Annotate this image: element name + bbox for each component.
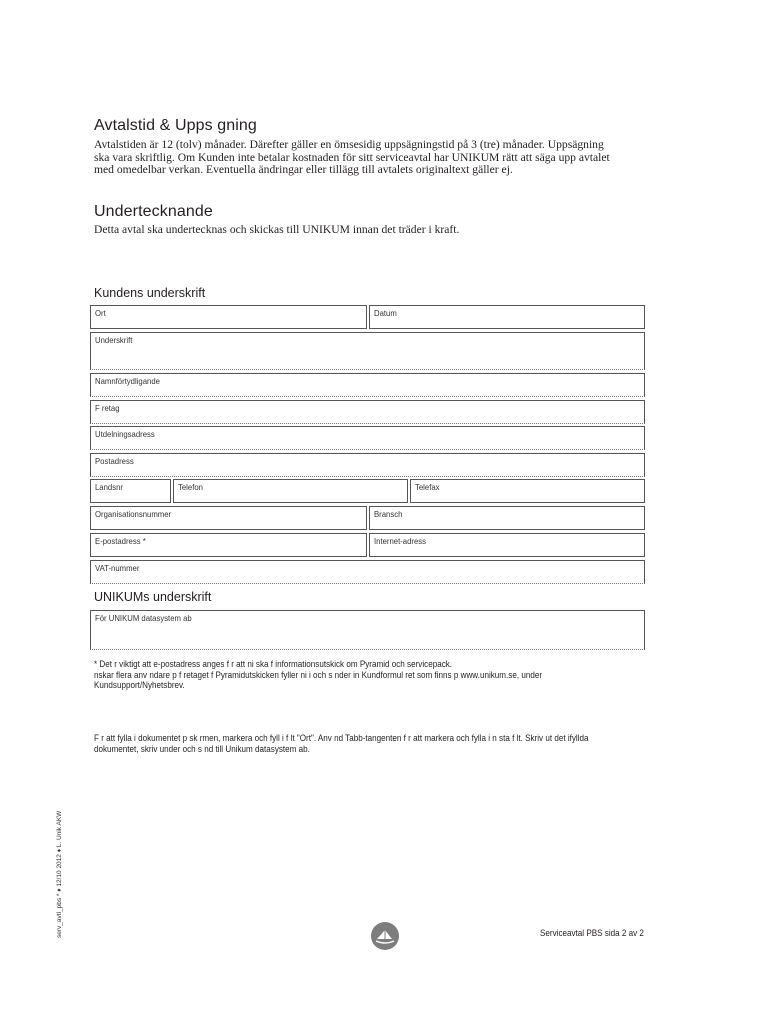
telefax-field[interactable] xyxy=(410,479,645,503)
customer-signature-heading: Kundens underskrift xyxy=(94,286,206,300)
datum-label: Datum xyxy=(374,308,397,318)
section-heading-agreement-term: Avtalstid & Upps gning xyxy=(94,117,257,134)
landsnr-field[interactable] xyxy=(90,479,171,503)
landsnr-label: Landsnr xyxy=(95,482,123,492)
page-number: Serviceavtal PBS sida 2 av 2 xyxy=(540,928,644,938)
signing-text: Detta avtal ska undertecknas och skickas till UNIKUM innan det träder i kraft. xyxy=(94,223,460,236)
document-code: serv_avtl_pbs * ♦ 12/10 2012 ♦ L. Unik AKW xyxy=(56,810,63,938)
unikum-logo-icon xyxy=(370,921,400,951)
ort-field[interactable] xyxy=(90,305,367,329)
internetadress-field[interactable] xyxy=(369,533,645,557)
utdelningsadress-label: Utdelningsadress xyxy=(95,429,155,439)
internetadress-label: Internet-adress xyxy=(374,536,427,546)
bransch-field[interactable] xyxy=(369,506,645,530)
email-note: * Det r viktigt att e-postadress anges f r att ni ska f informationsutskick om Pyramid och servicepack. nskar flera anv ndare p f retaget f Pyramidutskicken fyller ni i och s nder in Kundformul ret som finns p www.unikum.se, under Kundsupport/Nyhetsbrev. xyxy=(94,659,543,691)
vatnummer-field[interactable] xyxy=(90,560,645,584)
organisationsnummer-field[interactable] xyxy=(90,506,367,530)
epostadress-label: E-postadress * xyxy=(95,536,146,546)
agreement-term-text: Avtalstiden är 12 (tolv) månader. Därefter gäller en ömsesidig uppsägningstid på 3 (tre) månader. Uppsägning ska vara skriftlig. Om Kunden inte betalar kostnaden för sitt serviceavtal har UNIKUM rätt att säga upp avtalet med omedelbar verkan. Eventuella ändringar eller tillägg till avtalets originaltext gäller ej. xyxy=(94,138,610,177)
foretag-field[interactable] xyxy=(90,400,645,424)
section-heading-signing: Undertecknande xyxy=(94,203,213,220)
telefon-field[interactable] xyxy=(173,479,408,503)
datum-field[interactable] xyxy=(369,305,645,329)
epostadress-field[interactable] xyxy=(90,533,367,557)
telefon-label: Telefon xyxy=(178,482,203,492)
unikum-signature-field[interactable] xyxy=(90,610,645,650)
vatnummer-label: VAT-nummer xyxy=(95,563,140,573)
namnfortydligande-field[interactable] xyxy=(90,373,645,397)
underskrift-field[interactable] xyxy=(90,332,645,370)
instructions-note: F r att fylla i dokumentet p sk rmen, markera och fyll i f lt "Ort". Anv nd Tabb-tangenten f r att markera och fylla i n sta f lt. Skriv ut det ifyllda dokumentet, skriv under och s nd till Unikum datasystem ab. xyxy=(94,733,589,754)
postadress-field[interactable] xyxy=(90,453,645,477)
bransch-label: Bransch xyxy=(374,509,403,519)
namnfortydligande-label: Namnförtydligande xyxy=(95,376,160,386)
foretag-label: F retag xyxy=(95,403,120,413)
unikum-signature-heading: UNIKUMs underskrift xyxy=(94,590,212,604)
underskrift-label: Underskrift xyxy=(95,335,133,345)
unikum-signature-label: För UNIKUM datasystem ab xyxy=(95,613,192,623)
postadress-label: Postadress xyxy=(95,456,134,466)
organisationsnummer-label: Organisationsnummer xyxy=(95,509,172,519)
telefax-label: Telefax xyxy=(415,482,440,492)
utdelningsadress-field[interactable] xyxy=(90,426,645,450)
ort-label: Ort xyxy=(95,308,106,318)
